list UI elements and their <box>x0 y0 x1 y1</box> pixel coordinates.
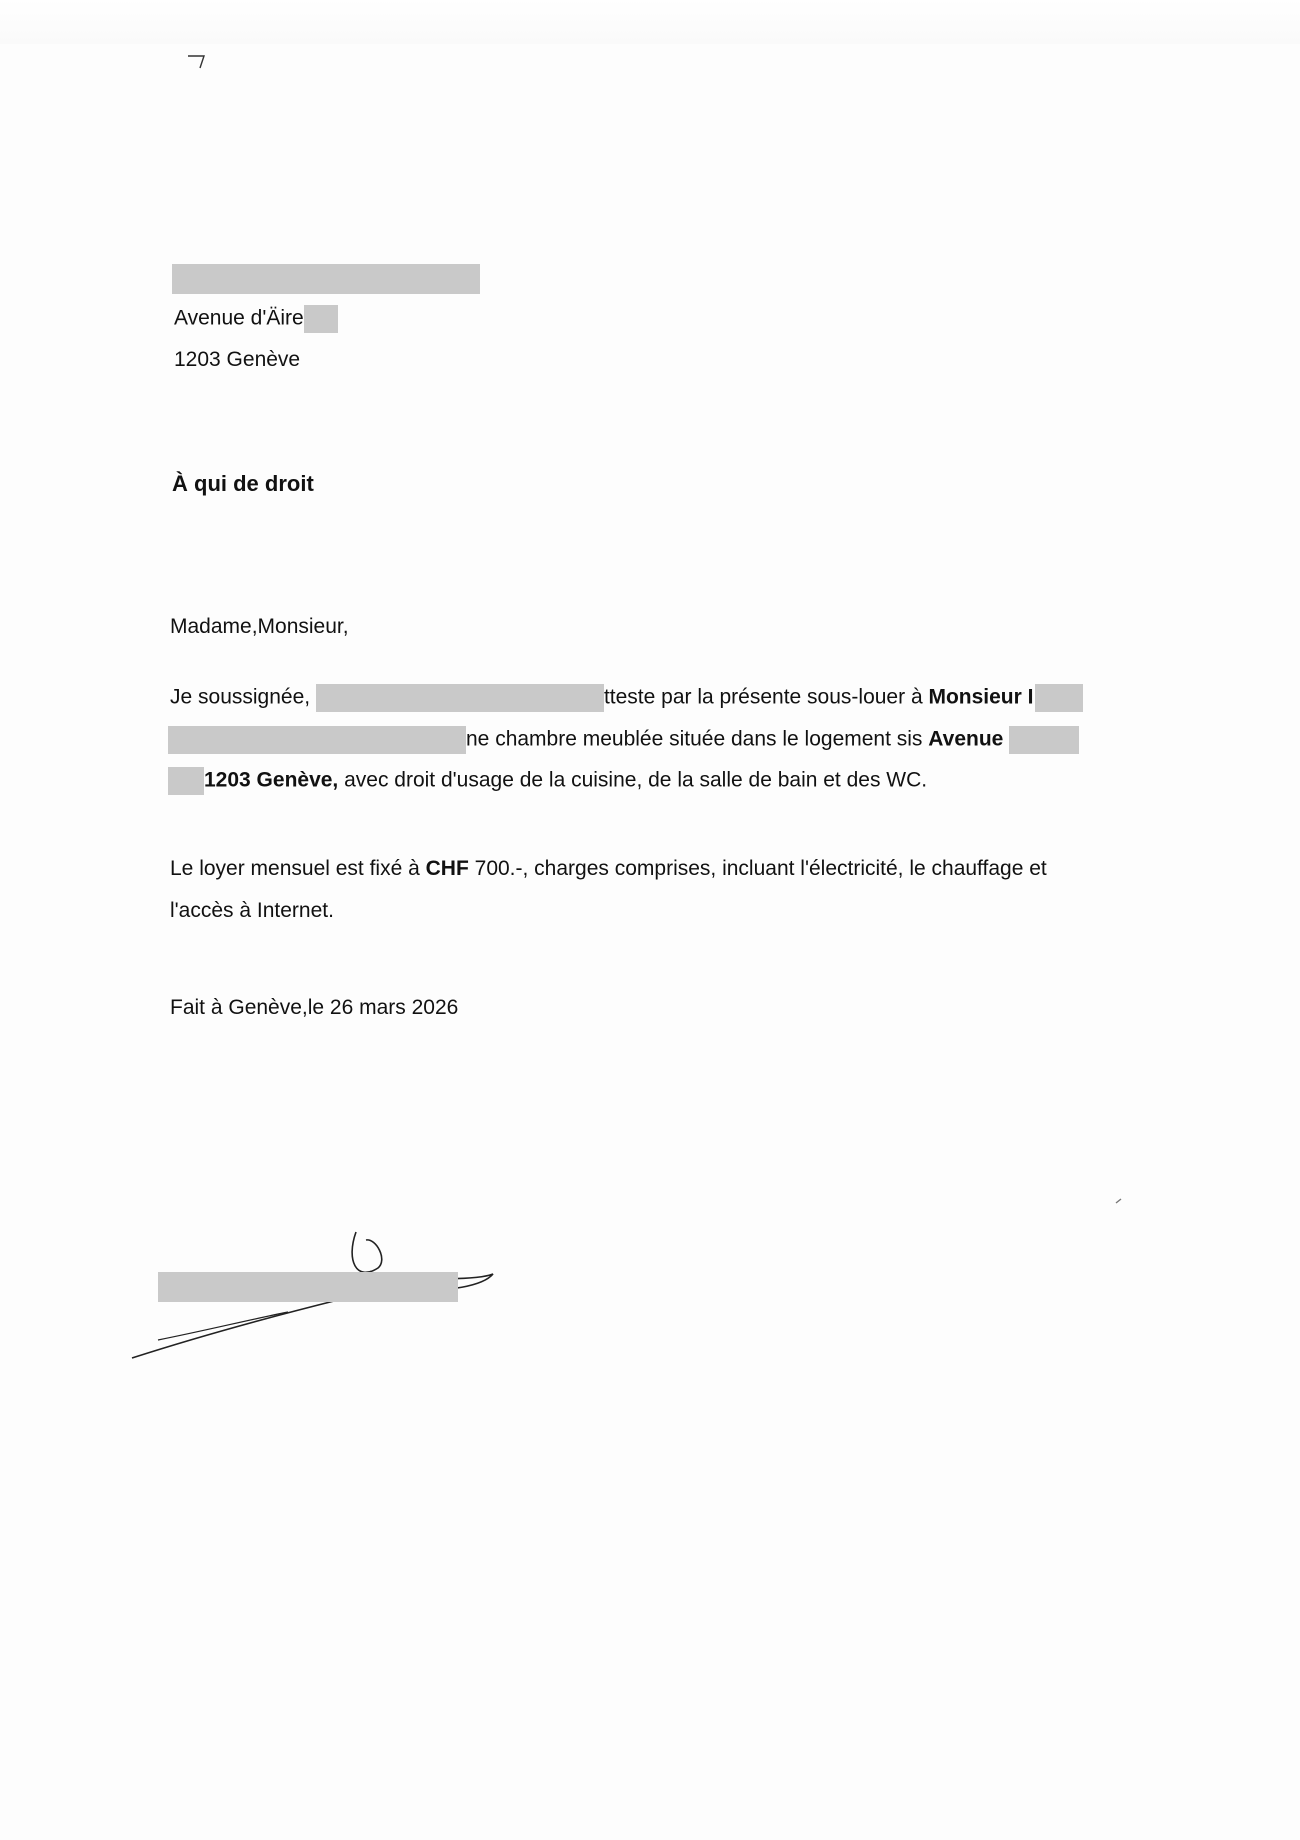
paragraph2-line1 <box>170 856 1047 882</box>
paragraph1-line2 <box>168 726 1079 754</box>
sender-street-line <box>174 305 338 333</box>
p1-l1-start: Je soussignée, <box>170 685 311 709</box>
redacted-avenue-name <box>1009 726 1079 754</box>
sender-street: Avenue d'Äire <box>174 306 304 330</box>
redacted-author-name <box>316 684 604 712</box>
p1-l1-mid: tteste par la présente sous-louer à <box>603 685 929 709</box>
addressee-text: À qui de droit <box>172 471 314 496</box>
p1-l3-bold: 1203 Genève, <box>204 768 339 792</box>
p2-l1-start: Le loyer mensuel est fixé à <box>170 857 426 880</box>
redacted-signatory-name <box>158 1272 458 1302</box>
redacted-sender-name <box>172 264 480 294</box>
redacted-address-number <box>168 767 204 795</box>
paragraph1-line3 <box>168 767 927 795</box>
p1-l1-bold: Monsieur I <box>928 685 1034 709</box>
scan-mark <box>186 52 216 72</box>
place-date: Fait à Genève,le 26 mars 2026 <box>170 996 459 1019</box>
sender-city: 1203 Genève <box>174 348 301 371</box>
p2-l1-bold: CHF <box>425 857 469 880</box>
redacted-street-number <box>304 305 338 333</box>
scan-dot <box>1114 1196 1124 1206</box>
p1-l3-rest: avec droit d'usage de la cuisine, de la salle de bain et des WC. <box>338 768 928 792</box>
paragraph1-line1 <box>170 684 1083 712</box>
p2-l1-rest: 700.-, charges comprises, incluant l'électricité, le chauffage et <box>468 857 1047 880</box>
redacted-tenant-name-part2 <box>168 726 466 754</box>
p1-l2-bold: Avenue <box>928 727 1004 751</box>
redacted-tenant-name-part1 <box>1035 684 1083 712</box>
scan-top-edge <box>0 0 1300 44</box>
addressee <box>172 471 314 497</box>
p1-l2-mid: ne chambre meublée située dans le logement sis <box>466 727 929 751</box>
salutation: Madame,Monsieur, <box>170 615 349 638</box>
paragraph2-line2: l'accès à Internet. <box>170 899 334 922</box>
